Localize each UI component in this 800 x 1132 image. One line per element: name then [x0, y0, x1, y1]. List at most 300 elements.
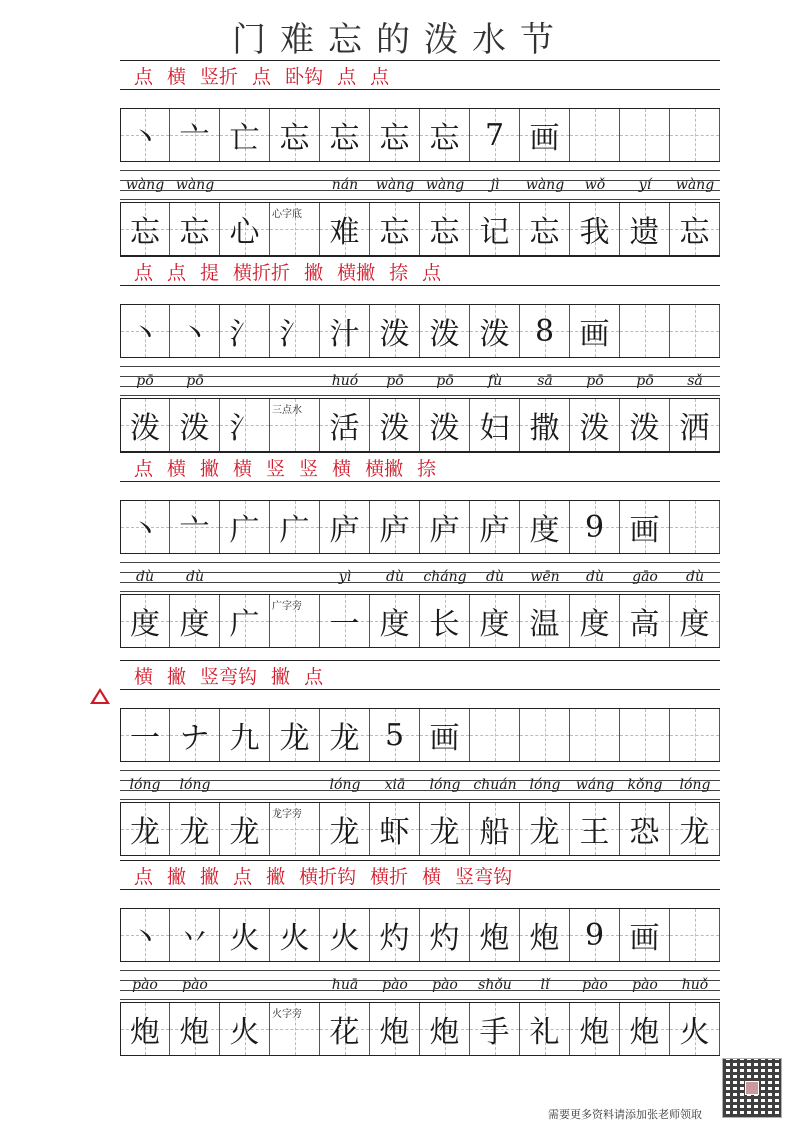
grid-cell — [220, 709, 270, 761]
grid-cell — [270, 203, 320, 255]
grid-cell — [520, 501, 570, 553]
grid-cell — [370, 1003, 420, 1055]
word-char: 撒 — [529, 411, 560, 446]
word-char: 记 — [479, 215, 510, 250]
pinyin-row — [120, 170, 720, 200]
stroke-name: 点 — [252, 65, 272, 88]
stroke-name: 横折钩 — [299, 865, 357, 888]
grid-cell — [470, 709, 520, 761]
word-char: 恐 — [629, 815, 660, 850]
stroke-name: 撇 — [167, 665, 187, 688]
word-char: 泼 — [179, 411, 210, 446]
word-char: 炮 — [179, 1015, 210, 1050]
triangle-mark — [90, 688, 110, 704]
pinyin: yí — [638, 177, 652, 193]
word-char: 龙 — [329, 815, 360, 850]
stroke-name: 横 — [233, 457, 253, 480]
word-char: 炮 — [379, 1015, 410, 1050]
grid-cell — [670, 803, 720, 855]
grid-cell — [620, 109, 670, 161]
word-char: 洒 — [679, 411, 710, 446]
word-char: 忘 — [179, 215, 210, 250]
stroke-name: 点 — [134, 261, 154, 284]
pinyin: jì — [490, 177, 500, 193]
stroke-name: 捺 — [389, 261, 409, 284]
grid-cell — [120, 109, 170, 161]
stroke-step: 忘 — [379, 121, 410, 156]
stroke-name: 点 — [370, 65, 390, 88]
stroke-name: 横撇 — [365, 457, 404, 480]
grid-cell — [570, 399, 620, 451]
stroke-name: 横折折 — [233, 261, 291, 284]
pinyin: pō — [386, 373, 404, 389]
grid-cell — [470, 501, 520, 553]
grid-cell — [620, 803, 670, 855]
stroke-name: 竖折 — [200, 65, 239, 88]
grid-cell — [320, 399, 370, 451]
word-char: 火 — [229, 1015, 260, 1050]
pinyin: pō — [586, 373, 604, 389]
grid-cell — [220, 203, 270, 255]
grid-cell — [620, 909, 670, 961]
grid-cell — [370, 501, 420, 553]
grid-cell — [170, 305, 220, 357]
stroke-step: 庐 — [429, 513, 460, 548]
grid-cell — [420, 1003, 470, 1055]
grid-cell — [470, 305, 520, 357]
stroke-step: 丶 — [130, 921, 160, 956]
grid-cell — [270, 399, 320, 451]
stroke-name: 点 — [134, 457, 154, 480]
character-section — [120, 452, 720, 648]
stroke-step: 广 — [229, 513, 260, 548]
word-char: 心 — [229, 215, 260, 250]
pinyin: wàng — [175, 177, 215, 193]
grid-cell — [670, 909, 720, 961]
stroke-step: 泼 — [479, 317, 510, 352]
grid-cell — [420, 803, 470, 855]
stroke-step: 亠 — [179, 121, 210, 156]
word-char: 度 — [130, 607, 160, 642]
grid-cell — [120, 909, 170, 961]
stroke-name: 撇 — [167, 865, 187, 888]
stroke-step: 九 — [229, 721, 260, 756]
stroke-name: 竖弯钩 — [200, 665, 258, 688]
pinyin: huó — [331, 373, 359, 389]
grid-cell — [220, 1003, 270, 1055]
pinyin: sā — [537, 373, 553, 389]
pinyin: dù — [486, 569, 504, 585]
word-char: 一 — [329, 607, 360, 642]
radical-note: 三点水 — [272, 405, 302, 416]
pinyin: chuán — [473, 777, 517, 793]
grid-cell — [220, 909, 270, 961]
stroke-name: 横 — [332, 457, 352, 480]
word-char: 花 — [329, 1015, 360, 1050]
pinyin: wàng — [675, 177, 715, 193]
stroke-step: 龙 — [329, 721, 360, 756]
stroke-name: 撇 — [304, 261, 324, 284]
stroke-step: 氵 — [229, 317, 260, 352]
stroke-name: 横 — [167, 457, 187, 480]
stroke-step: 8 — [534, 313, 555, 349]
stroke-order-row — [120, 452, 720, 482]
character-section — [120, 660, 720, 856]
pinyin: xiā — [384, 777, 406, 793]
grid-cell — [370, 595, 420, 647]
stroke-step: 亡 — [229, 121, 260, 156]
radical-note: 龙字旁 — [272, 809, 302, 820]
pinyin: shǒu — [478, 977, 512, 993]
grid-cell — [470, 399, 520, 451]
sequence-grid — [120, 108, 720, 162]
grid-cell — [120, 203, 170, 255]
word-char: 泼 — [379, 411, 410, 446]
stroke-step: 庐 — [379, 513, 410, 548]
stroke-step: 画 — [529, 121, 560, 156]
grid-cell — [270, 803, 320, 855]
stroke-order-row — [120, 660, 720, 690]
word-char: 火 — [679, 1015, 710, 1050]
stroke-name: 撇 — [200, 457, 220, 480]
grid-cell — [670, 109, 720, 161]
grid-cell — [570, 909, 620, 961]
stroke-order-row — [120, 60, 720, 90]
grid-cell — [270, 909, 320, 961]
word-char: 氵 — [229, 411, 260, 446]
grid-cell — [620, 305, 670, 357]
grid-cell — [370, 709, 420, 761]
grid-cell — [670, 305, 720, 357]
grid-cell — [470, 1003, 520, 1055]
pinyin — [270, 562, 320, 592]
word-char: 度 — [379, 607, 410, 642]
grid-cell — [120, 501, 170, 553]
grid-cell — [520, 1003, 570, 1055]
pinyin: lóng — [179, 777, 211, 793]
pinyin: huǒ — [681, 977, 709, 993]
grid-cell — [570, 1003, 620, 1055]
word-grid — [120, 1002, 720, 1056]
grid-cell — [470, 109, 520, 161]
radical-note: 广字旁 — [272, 601, 302, 612]
grid-cell — [170, 203, 220, 255]
word-char: 高 — [629, 607, 660, 642]
word-char: 广 — [229, 607, 260, 642]
stroke-name: 竖 — [299, 457, 319, 480]
word-char: 度 — [679, 607, 710, 642]
grid-cell — [420, 595, 470, 647]
word-grid — [120, 202, 720, 256]
stroke-step: 一 — [130, 721, 160, 756]
stroke-name: 横折 — [370, 865, 409, 888]
grid-cell — [520, 909, 570, 961]
grid-cell — [120, 709, 170, 761]
pinyin — [270, 170, 320, 200]
word-char: 炮 — [629, 1015, 660, 1050]
grid-cell — [470, 909, 520, 961]
pinyin: pō — [186, 373, 204, 389]
grid-cell — [520, 109, 570, 161]
grid-cell — [670, 709, 720, 761]
stroke-name: 提 — [200, 261, 220, 284]
grid-cell — [370, 803, 420, 855]
pinyin: fù — [487, 373, 503, 389]
stroke-step: ナ — [179, 721, 210, 756]
grid-cell — [420, 109, 470, 161]
stroke-step: 忘 — [429, 121, 460, 156]
stroke-step: 丶 — [130, 317, 160, 352]
pinyin: pào — [382, 977, 408, 993]
pinyin: nán — [331, 177, 359, 193]
stroke-name: 竖弯钩 — [455, 865, 513, 888]
pinyin: wàng — [525, 177, 565, 193]
stroke-step: 忘 — [279, 121, 310, 156]
stroke-step: 广 — [279, 513, 310, 548]
grid-cell — [670, 399, 720, 451]
pinyin: pào — [132, 977, 158, 993]
grid-cell — [270, 1003, 320, 1055]
grid-cell — [120, 399, 170, 451]
pinyin: pào — [632, 977, 658, 993]
grid-cell — [420, 203, 470, 255]
character-section — [120, 860, 720, 1056]
grid-cell — [270, 709, 320, 761]
pinyin: dù — [386, 569, 404, 585]
word-char: 妇 — [479, 411, 510, 446]
stroke-step: 泼 — [429, 317, 460, 352]
pinyin-row — [120, 562, 720, 592]
stroke-name: 点 — [233, 865, 253, 888]
stroke-name: 点 — [134, 65, 154, 88]
stroke-step: 度 — [529, 513, 560, 548]
stroke-name: 横 — [422, 865, 442, 888]
stroke-step: 画 — [579, 317, 610, 352]
pinyin-row — [120, 366, 720, 396]
grid-cell — [620, 203, 670, 255]
word-char: 炮 — [429, 1015, 460, 1050]
word-char: 度 — [179, 607, 210, 642]
grid-cell — [220, 803, 270, 855]
grid-cell — [670, 501, 720, 553]
stroke-order-row — [120, 860, 720, 890]
grid-cell — [520, 305, 570, 357]
stroke-step: 灼 — [379, 921, 410, 956]
grid-cell — [320, 709, 370, 761]
word-char: 忘 — [379, 215, 410, 250]
stroke-step: 丶 — [130, 121, 160, 156]
grid-cell — [570, 595, 620, 647]
stroke-step: 灼 — [429, 921, 460, 956]
grid-cell — [370, 109, 420, 161]
stroke-name: 捺 — [417, 457, 437, 480]
grid-cell — [670, 1003, 720, 1055]
pinyin: dù — [686, 569, 704, 585]
grid-cell — [520, 595, 570, 647]
pinyin: lóng — [329, 777, 361, 793]
grid-cell — [320, 501, 370, 553]
grid-cell — [570, 109, 620, 161]
grid-cell — [420, 501, 470, 553]
grid-cell — [570, 709, 620, 761]
stroke-step: 画 — [629, 921, 660, 956]
grid-cell — [170, 501, 220, 553]
pinyin: wàng — [375, 177, 415, 193]
stroke-name: 竖 — [266, 457, 286, 480]
pinyin: kǒng — [627, 777, 663, 793]
pinyin: dù — [136, 569, 154, 585]
sequence-grid — [120, 708, 720, 762]
stroke-order-row — [120, 256, 720, 286]
stroke-name: 点 — [134, 865, 154, 888]
page-title: 门难忘的泼水节 — [232, 20, 568, 60]
pinyin: lǐ — [540, 977, 550, 993]
grid-cell — [120, 595, 170, 647]
stroke-step: 火 — [279, 921, 310, 956]
pinyin: lóng — [679, 777, 711, 793]
grid-cell — [170, 709, 220, 761]
word-char: 礼 — [529, 1015, 560, 1050]
grid-cell — [320, 595, 370, 647]
pinyin: wáng — [575, 777, 615, 793]
stroke-name: 撇 — [266, 865, 286, 888]
character-section — [120, 60, 720, 256]
pinyin — [220, 562, 270, 592]
pinyin: pào — [182, 977, 208, 993]
grid-cell — [620, 399, 670, 451]
word-char: 手 — [479, 1015, 510, 1050]
grid-cell — [670, 595, 720, 647]
grid-cell — [170, 909, 220, 961]
word-char: 龙 — [529, 815, 560, 850]
stroke-step: 忘 — [329, 121, 360, 156]
grid-cell — [620, 595, 670, 647]
pinyin — [270, 366, 320, 396]
pinyin — [220, 170, 270, 200]
word-char: 炮 — [579, 1015, 610, 1050]
grid-cell — [620, 501, 670, 553]
word-char: 我 — [579, 215, 610, 250]
pinyin: sǎ — [687, 373, 703, 389]
word-char: 温 — [529, 607, 560, 642]
pinyin: huā — [331, 977, 359, 993]
pinyin: pō — [136, 373, 154, 389]
grid-cell — [320, 803, 370, 855]
stroke-step: 丶 — [130, 513, 160, 548]
grid-cell — [220, 501, 270, 553]
stroke-step: 画 — [629, 513, 660, 548]
grid-cell — [470, 803, 520, 855]
pinyin: pō — [436, 373, 454, 389]
word-char: 龙 — [229, 815, 260, 850]
word-char: 泼 — [130, 411, 160, 446]
stroke-name: 点 — [304, 665, 324, 688]
word-char: 长 — [429, 607, 460, 642]
grid-cell — [170, 803, 220, 855]
pinyin: wǒ — [584, 177, 606, 193]
grid-cell — [370, 203, 420, 255]
stroke-step: 火 — [229, 921, 260, 956]
pinyin — [270, 970, 320, 1000]
stroke-name: 点 — [337, 65, 357, 88]
grid-cell — [370, 399, 420, 451]
stroke-step: 7 — [484, 117, 505, 153]
pinyin: pào — [582, 977, 608, 993]
word-char: 忘 — [130, 215, 160, 250]
stroke-name: 横 — [167, 65, 187, 88]
word-char: 虾 — [379, 815, 410, 850]
grid-cell — [220, 109, 270, 161]
word-char: 泼 — [629, 411, 660, 446]
stroke-step: 炮 — [479, 921, 510, 956]
grid-cell — [370, 305, 420, 357]
pinyin — [220, 770, 270, 800]
stroke-step: 丷 — [179, 921, 210, 956]
grid-cell — [320, 1003, 370, 1055]
grid-cell — [620, 709, 670, 761]
grid-cell — [520, 399, 570, 451]
word-char: 忘 — [529, 215, 560, 250]
grid-cell — [520, 709, 570, 761]
grid-cell — [270, 305, 320, 357]
stroke-step: 龙 — [279, 721, 310, 756]
stroke-step: 炮 — [529, 921, 560, 956]
grid-cell — [570, 501, 620, 553]
grid-cell — [120, 1003, 170, 1055]
stroke-step: 火 — [329, 921, 360, 956]
word-char: 泼 — [429, 411, 460, 446]
word-char: 忘 — [679, 215, 710, 250]
grid-cell — [320, 909, 370, 961]
grid-cell — [320, 305, 370, 357]
stroke-step: 5 — [384, 717, 405, 753]
grid-cell — [420, 909, 470, 961]
stroke-step: 画 — [429, 721, 460, 756]
pinyin: lóng — [129, 777, 161, 793]
pinyin-row — [120, 970, 720, 1000]
pinyin: pào — [432, 977, 458, 993]
grid-cell — [570, 305, 620, 357]
grid-cell — [120, 803, 170, 855]
word-char: 龙 — [179, 815, 210, 850]
character-section — [120, 256, 720, 452]
word-char: 龙 — [429, 815, 460, 850]
word-grid — [120, 802, 720, 856]
word-char: 度 — [479, 607, 510, 642]
stroke-step: 汁 — [329, 317, 360, 352]
grid-cell — [620, 1003, 670, 1055]
grid-cell — [220, 595, 270, 647]
grid-cell — [220, 399, 270, 451]
word-char: 泼 — [579, 411, 610, 446]
grid-cell — [320, 109, 370, 161]
stroke-step: 9 — [584, 917, 605, 953]
pinyin: wàng — [125, 177, 165, 193]
footer-note: 需要更多资料请添加张老师领取 — [548, 1108, 702, 1121]
word-char: 船 — [479, 815, 510, 850]
word-grid — [120, 594, 720, 648]
grid-cell — [570, 203, 620, 255]
word-grid — [120, 398, 720, 452]
word-char: 龙 — [679, 815, 710, 850]
pinyin: dù — [186, 569, 204, 585]
grid-cell — [170, 109, 220, 161]
grid-cell — [670, 203, 720, 255]
stroke-name: 撇 — [271, 665, 291, 688]
stroke-name: 点 — [167, 261, 187, 284]
pinyin — [220, 970, 270, 1000]
avatar — [745, 1081, 759, 1095]
